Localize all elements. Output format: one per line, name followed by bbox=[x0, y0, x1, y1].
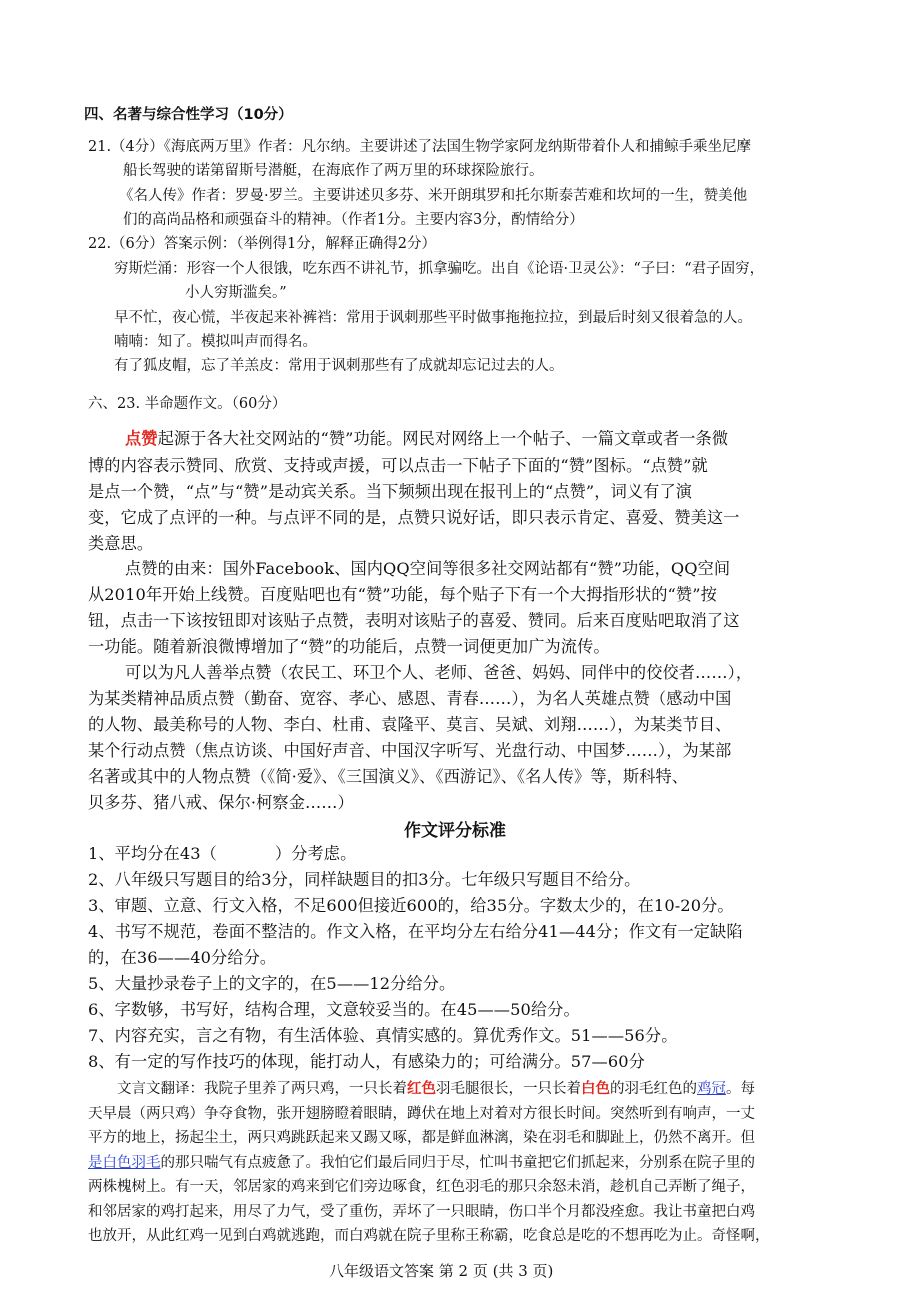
para1-line3: 是点一个赞，“点”与“赞”是动宾关系。当下频频出现在报刊上的“点赞”，词义有了演 bbox=[88, 482, 693, 501]
para3-line3: 的人物、最美称号的人物、李白、杜甫、袁隆平、莫言、吴斌、刘翔……），为某类节目、 bbox=[88, 715, 732, 734]
translation-line7: 也放开，从此红鸡一见到白鸡就逃跑，而白鸡就在院子里称王称霸，吃食总是吃的不想再吃为止。奇怪啊， bbox=[88, 1228, 770, 1244]
rubric-title: 作文评分标准 bbox=[404, 821, 506, 841]
rubric-item7: 7、内容充实，言之有物，有生活体验、真情实感的。算优秀作文。51——56分。 bbox=[88, 1026, 678, 1045]
q21-line2: 船长驾驶的诺第留斯号潜艇，在海底作了两万里的环球探险旅行。 bbox=[123, 163, 544, 179]
para1-line2: 博的内容表示赞同、欣赏、支持或声援，可以点击一下帖子下面的“赞”图标。“点赞”就 bbox=[88, 456, 708, 475]
para2-line1: 点赞的由来：国外Facebook、国内QQ空间等很多社交网站都有“赞”功能，QQ空间 bbox=[125, 559, 731, 578]
section4-heading: 四、名著与综合性学习（10分） bbox=[84, 107, 293, 123]
translation-line3: 平方的地上，扬起尘土，两只鸡跳跃起来又踢又啄，都是鲜血淋漓，染在羽毛和脚趾上，仍然不离开。但 bbox=[88, 1130, 755, 1146]
para3-line5: 名著或其中的人物点赞（《简·爱》、《三国演义》、《西游记》、《名人传》等，斯科特、 bbox=[88, 767, 689, 786]
red-color-word: 红色 bbox=[407, 1080, 436, 1097]
rubric-item1: 1、平均分在43（ ）分考虑。 bbox=[88, 844, 357, 863]
rubric-item6: 6、字数够，书写好，结构合理，文意较妥当的。在45——50给分。 bbox=[88, 1000, 580, 1019]
para2-line4: 一功能。随着新浪微博增加了“赞”的功能后，点赞一词便更加广为流传。 bbox=[88, 637, 610, 656]
q22-line6: 有了狐皮帽，忘了羊羔皮：常用于讽刺那些有了成就却忘记过去的人。 bbox=[114, 358, 564, 374]
rubric-item5: 5、大量抄录卷子上的文字的，在5——12分给分。 bbox=[88, 974, 456, 993]
rubric-item8: 8、有一定的写作技巧的体现，能打动人，有感染力的；可给满分。57—60分 bbox=[88, 1052, 645, 1071]
rubric-item4a: 4、书写不规范，卷面不整洁的。作文入格，在平均分左右给分41—44分；作文有一定缺陷 bbox=[88, 922, 743, 941]
q22-line4: 早不忙，夜心慌，半夜起来补裤裆：常用于讽刺那些平时做事拖拖拉拉，到最后时刻又很着急的人。 bbox=[114, 310, 752, 326]
para2-line3: 钮，点击一下该按钮即对该贴子点赞，表明对该贴子的喜爱、赞同。后来百度贴吧取消了这 bbox=[88, 611, 740, 630]
translation-line2: 天早晨（两只鸡）争夺食物，张开翅膀瞪着眼睛，蹲伏在地上对着对方很长时间。突然听到有响声，一丈 bbox=[88, 1106, 755, 1122]
q22-line2: 穷斯烂涌：形容一个人很饿，吃东西不讲礼节，抓拿骗吃。出自《论语·卫灵公》：“子曰：“君子固穷， bbox=[114, 261, 765, 277]
q21-line4: 们的高尚品格和顽强奋斗的精神。（作者1分。主要内容3分，酌情给分） bbox=[123, 212, 584, 228]
para1-line5: 类意思。 bbox=[88, 534, 154, 553]
translation-line4: 是白色羽毛的那只喘气有点疲惫了。我怕它们最后同归于尽，忙叫书童把它们抓起来，分别系在院子里的 bbox=[88, 1155, 755, 1171]
q22-line5: 喃喃：知了。模拟叫声而得名。 bbox=[114, 334, 317, 350]
para1-line1: 点赞起源于各大社交网站的“赞”功能。网民对网络上一个帖子、一篇文章或者一条微 bbox=[125, 429, 729, 448]
para3-line2: 为某类精神品质点赞（勤奋、宽容、孝心、感恩、青春……），为名人英雄点赞（感动中国 bbox=[88, 689, 732, 708]
white-feather-link[interactable]: 是白色羽毛 bbox=[88, 1155, 161, 1171]
translation-line6: 和邻居家的鸡打起来，用尽了力气，受了重伤，弄坏了一只眼睛，伤口半个月都没痊愈。我让书童把白鸡 bbox=[88, 1204, 755, 1220]
para2-line2: 从2010年开始上线赞。百度贴吧也有“赞”功能，每个贴子下有一个大拇指形状的“赞”按 bbox=[88, 585, 717, 604]
q21-line3: 《名人传》作者：罗曼·罗兰。主要讲述贝多芬、米开朗琪罗和托尔斯泰苦难和坎坷的一生，赞美他 bbox=[119, 188, 748, 204]
translation-line1: 文言文翻译：我院子里养了两只鸡，一只长着红色羽毛腿很长，一只长着白色的羽毛红色的鸡冠。每 bbox=[117, 1080, 755, 1097]
q22-line3: 小人穷斯滥矣。” bbox=[185, 285, 287, 301]
para1-line4: 变，它成了点评的一种。与点评不同的是，点赞只说好话，即只表示肯定、喜爱、赞美这一 bbox=[88, 508, 740, 527]
para3-line6: 贝多芬、猪八戒、保尔·柯察金……） bbox=[88, 793, 354, 812]
q22-line1: 22.（6分）答案示例：（举例得1分，解释正确得2分） bbox=[88, 236, 436, 252]
section6-heading: 六、23. 半命题作文。（60分） bbox=[88, 396, 287, 412]
dianzan-keyword: 点赞 bbox=[125, 429, 158, 448]
q21-line1: 21.（4分）《海底两万里》作者：凡尔纳。主要讲述了法国生物学家阿龙纳斯带着仆人和捕鲸手乘坐尼摩 bbox=[88, 139, 752, 155]
rooster-comb-link[interactable]: 鸡冠 bbox=[697, 1081, 726, 1097]
rubric-item4b: 的，在36——40分给分。 bbox=[88, 948, 277, 967]
para3-line1: 可以为凡人善举点赞（农民工、环卫个人、老师、爸爸、妈妈、同伴中的佼佼者……）， bbox=[125, 663, 753, 682]
translation-line5: 两株槐树上。有一天，邻居家的鸡来到它们旁边啄食，红色羽毛的那只余怒未消，趁机自己弄断了绳子， bbox=[88, 1179, 755, 1195]
rubric-item2: 2、八年级只写题目的给3分，同样缺题目的扣3分。七年级只写题目不给分。 bbox=[88, 870, 641, 889]
page-footer: 八年级语文答案 第 2 页 (共 3 页) bbox=[329, 1262, 554, 1280]
white-color-word: 白色 bbox=[581, 1080, 610, 1097]
rubric-item3: 3、审题、立意、行文入格，不足600但接近600的，给35分。字数太少的，在10-20分。 bbox=[88, 896, 734, 915]
para3-line4: 某个行动点赞（焦点访谈、中国好声音、中国汉字听写、光盘行动、中国梦……），为某部 bbox=[88, 741, 732, 760]
